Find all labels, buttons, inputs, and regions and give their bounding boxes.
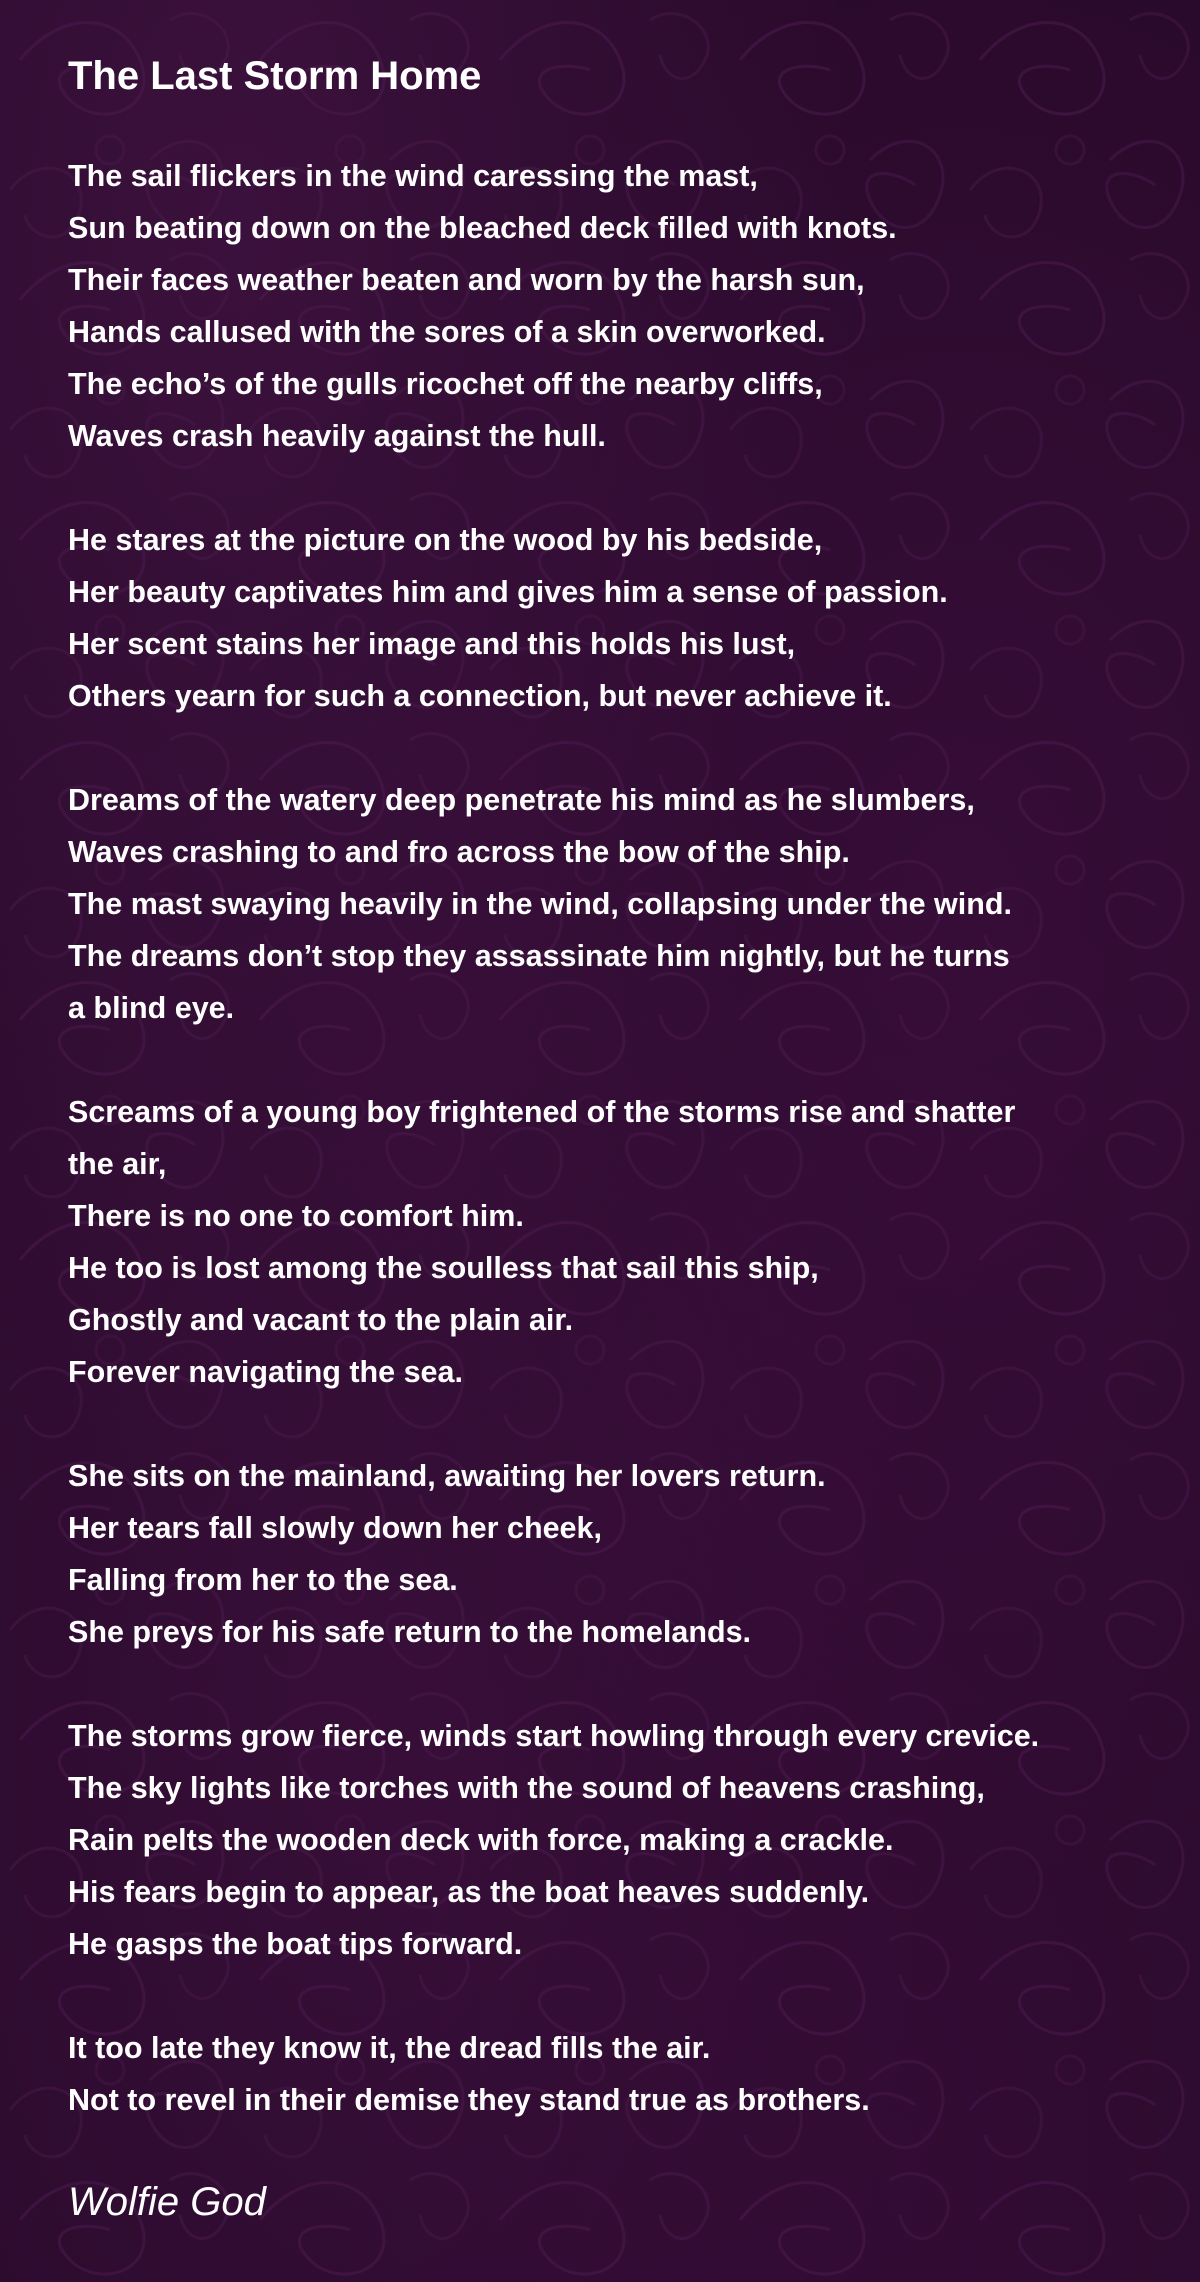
poem-stanza: [68, 1086, 1132, 1398]
poem-line: The dreams don’t stop they assassinate him nightly, but he turns: [68, 939, 1010, 973]
poem-body: [68, 150, 1132, 2126]
poem-line: The sky lights like torches with the sound of heavens crashing,: [68, 1771, 985, 1805]
poem-line: She sits on the mainland, awaiting her lovers return.: [68, 1459, 826, 1493]
poem-line: Their faces weather beaten and worn by the harsh sun,: [68, 263, 865, 297]
poem-line: The echo’s of the gulls ricochet off the nearby cliffs,: [68, 367, 823, 401]
poem-line: Forever navigating the sea.: [68, 1355, 463, 1389]
poem-stanza: [68, 514, 1132, 722]
poem-line: Dreams of the watery deep penetrate his mind as he slumbers,: [68, 783, 975, 817]
poem-line: Falling from her to the sea.: [68, 1563, 458, 1597]
poem-title: The Last Storm Home: [68, 54, 482, 98]
poem-line: Others yearn for such a connection, but never achieve it.: [68, 679, 892, 713]
poem-line: Waves crash heavily against the hull.: [68, 419, 606, 453]
poem-line: Her beauty captivates him and gives him a sense of passion.: [68, 575, 948, 609]
poem-line: Rain pelts the wooden deck with force, making a crackle.: [68, 1823, 894, 1857]
poem-line: the air,: [68, 1147, 167, 1181]
poem-line: There is no one to comfort him.: [68, 1199, 524, 1233]
poem-line: He gasps the boat tips forward.: [68, 1927, 523, 1961]
poem-line: Not to revel in their demise they stand true as brothers.: [68, 2083, 870, 2117]
poem-line: She preys for his safe return to the homelands.: [68, 1615, 752, 1649]
poem-line: He stares at the picture on the wood by his bedside,: [68, 523, 823, 557]
poem-line: His fears begin to appear, as the boat heaves suddenly.: [68, 1875, 870, 1909]
poem-line: He too is lost among the soulless that sail this ship,: [68, 1251, 819, 1285]
poem-line: The mast swaying heavily in the wind, collapsing under the wind.: [68, 887, 1012, 921]
poem-stanza: [68, 1710, 1132, 1970]
poem-line: a blind eye.: [68, 991, 235, 1025]
poem-stanza: [68, 774, 1132, 1034]
poem-line: Hands callused with the sores of a skin overworked.: [68, 315, 826, 349]
poem-line: The sail flickers in the wind caressing the mast,: [68, 159, 758, 193]
poem-line: Waves crashing to and fro across the bow of the ship.: [68, 835, 850, 869]
poem-line: Screams of a young boy frightened of the storms rise and shatter: [68, 1095, 1016, 1129]
poem-line: The storms grow fierce, winds start howling through every crevice.: [68, 1719, 1040, 1753]
poem-line: Her tears fall slowly down her cheek,: [68, 1511, 602, 1545]
poem-stanza: [68, 1450, 1132, 1658]
poem-stanza: [68, 2022, 1132, 2126]
poem-stanza: [68, 150, 1132, 462]
poem-line: It too late they know it, the dread fills the air.: [68, 2031, 711, 2065]
poem-author: Wolfie God: [68, 2180, 266, 2224]
poem-line: Her scent stains her image and this holds his lust,: [68, 627, 796, 661]
poem-line: Sun beating down on the bleached deck filled with knots.: [68, 211, 897, 245]
poem-line: Ghostly and vacant to the plain air.: [68, 1303, 574, 1337]
